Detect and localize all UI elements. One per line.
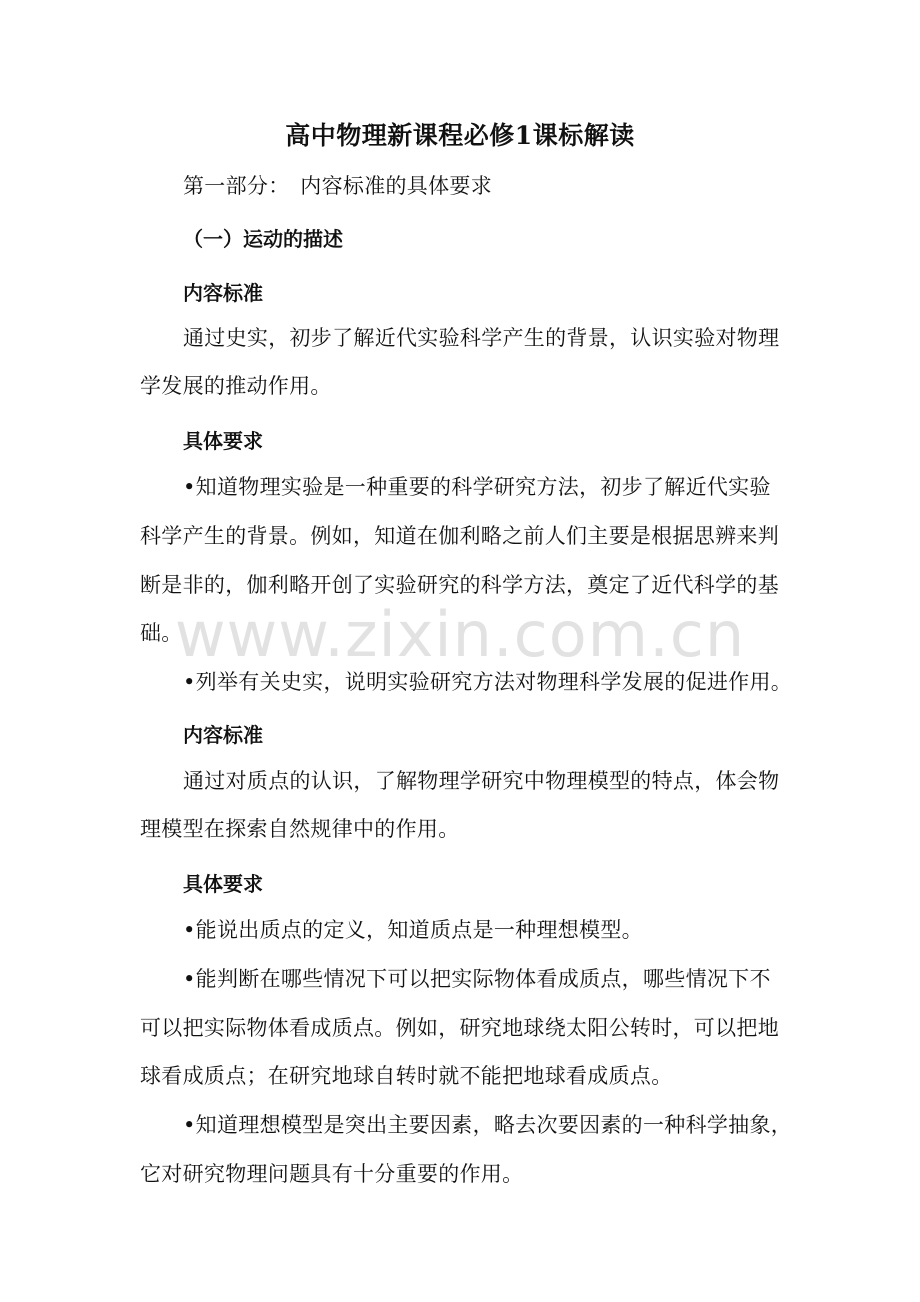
- content-standard-heading-1: 内容标准: [183, 281, 263, 305]
- content-standard-heading-2: 内容标准: [183, 723, 263, 747]
- bullet-line: 础。: [140, 621, 183, 645]
- document-title: 高中物理新课程必修1课标解读: [285, 121, 635, 150]
- paragraph-line: 学发展的推动作用。: [140, 374, 332, 398]
- watermark: www.zixin.com.cn: [174, 598, 746, 671]
- bullet-line: 球看成质点；在研究地球自转时就不能把地球看成质点。: [140, 1064, 673, 1088]
- bullet-line: •能说出质点的定义，知道质点是一种理想模型。: [183, 918, 643, 942]
- paragraph-line: 理模型在探索自然规律中的作用。: [140, 817, 460, 841]
- bullet-line: •列举有关史实，说明实验研究方法对物理科学发展的促进作用。: [183, 670, 793, 694]
- paragraph-line: 通过史实，初步了解近代实验科学产生的背景，认识实验对物理: [183, 326, 780, 350]
- section-heading: （一）运动的描述: [183, 227, 343, 251]
- bullet-line: •能判断在哪些情况下可以把实际物体看成质点，哪些情况下不: [183, 967, 771, 991]
- bullet-line: •知道理想模型是突出主要因素，略去次要因素的一种科学抽象，: [183, 1113, 793, 1137]
- bullet-line: 断是非的，伽利略开创了实验研究的科学方法，奠定了近代科学的基: [140, 573, 779, 597]
- paragraph-line: 通过对质点的认识，了解物理学研究中物理模型的特点，体会物: [183, 769, 780, 793]
- bullet-line: 可以把实际物体看成质点。例如，研究地球绕太阳公转时，可以把地: [140, 1016, 779, 1040]
- specific-requirements-heading-2: 具体要求: [183, 872, 263, 896]
- bullet-line: 它对研究物理问题具有十分重要的作用。: [140, 1162, 524, 1186]
- part-heading: 第一部分： 内容标准的具体要求: [183, 174, 492, 198]
- bullet-line: 科学产生的背景。例如，知道在伽利略之前人们主要是根据思辨来判: [140, 524, 779, 548]
- bullet-line: •知道物理实验是一种重要的科学研究方法，初步了解近代实验: [183, 475, 771, 499]
- specific-requirements-heading-1: 具体要求: [183, 429, 263, 453]
